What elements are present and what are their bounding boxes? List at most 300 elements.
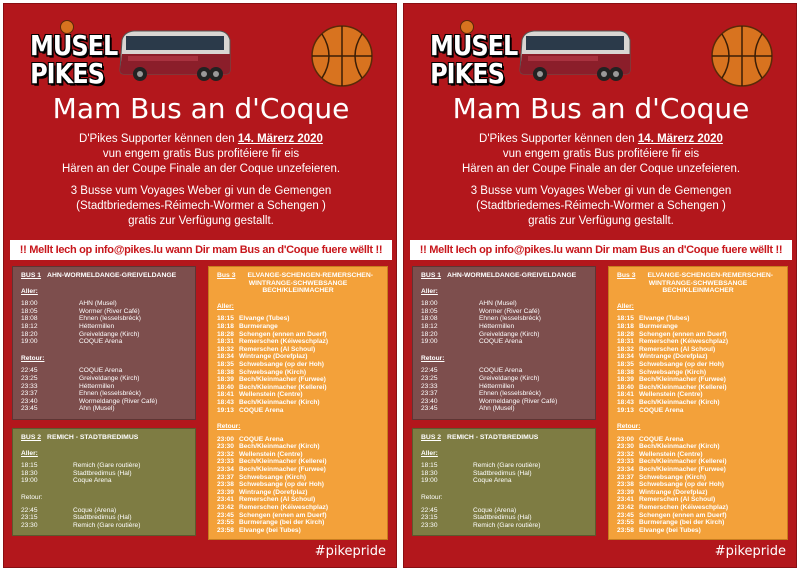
bus2-route: REMICH - STADTBREDIMUS: [447, 434, 539, 441]
intro-text: [4, 132, 397, 177]
departure-time: 23:45: [617, 511, 634, 519]
schedule-row: [617, 331, 779, 339]
schedule-row: [617, 315, 779, 323]
departure-time: 18:39: [217, 376, 234, 384]
bus3-retour-rows: [617, 436, 779, 535]
stop-name: AHN (Musel): [79, 300, 117, 308]
bus1-retour-label: Retour:: [21, 354, 45, 362]
stop-name: Bech/Kleinmacher (Furwee): [239, 466, 326, 474]
departure-time: 18:31: [217, 338, 234, 346]
stop-name: Bech/Kleinmacher (Kellerei): [639, 383, 727, 391]
departure-time: 18:43: [617, 398, 634, 406]
stop-name: Bech/Kleinmacher (Kirch): [239, 398, 320, 406]
intro-line3: Hären an der Coupe Finale an der Coque unzefeieren.: [61, 163, 341, 175]
stop-name: Héttermillen: [479, 382, 515, 390]
hashtag: #pikepride: [714, 544, 786, 559]
logo-line2: PIKES: [430, 57, 504, 91]
schedule-row: [421, 315, 587, 323]
bus1-aller-rows: [21, 300, 187, 346]
bus2-heading: [421, 434, 587, 442]
stop-name: Remich (Gare routière): [473, 462, 541, 470]
schedule-row: [21, 315, 187, 323]
departure-time: 23:40: [21, 397, 38, 405]
schedule-row: [217, 376, 379, 384]
departure-time: 19:00: [421, 338, 438, 346]
schedule-row: [21, 514, 187, 522]
departure-time: 23:33: [21, 382, 38, 390]
logo-line1: MUSEL: [430, 29, 518, 63]
departure-time: 18:15: [421, 462, 438, 470]
stop-name: Coque (Arena): [73, 506, 117, 514]
schedule-row: [217, 458, 379, 466]
bus1-route: AHN-WORMELDANGE-GREIVELDANGE: [447, 272, 577, 279]
schedule-row: [421, 331, 587, 339]
departure-time: 19:00: [21, 338, 38, 346]
departure-time: 23:42: [217, 504, 234, 512]
stop-name: Remich (Gare routière): [73, 462, 141, 470]
departure-time: 23:40: [421, 397, 438, 405]
schedule-row: [21, 462, 187, 470]
stop-name: Wellenstein (Centre): [239, 391, 303, 399]
departure-time: 23:34: [217, 466, 234, 474]
stop-name: Remerschen (Al Schoul): [239, 345, 316, 353]
schedule-row: [421, 390, 587, 398]
schedule-row: [21, 331, 187, 339]
schedule-row: [617, 527, 779, 535]
stop-name: Schwebsange (Kirch): [639, 368, 707, 376]
intro-line1: D'Pikes Supporter kënnen den: [79, 133, 235, 145]
departure-time: 19:13: [217, 406, 234, 414]
stop-name: COQUE Arena: [79, 367, 123, 375]
bus1-route: AHN-WORMELDANGE-GREIVELDANGE: [47, 272, 177, 279]
schedule-row: [421, 308, 587, 316]
stop-name: Burmerange: [239, 322, 278, 330]
departure-time: 23:38: [617, 481, 634, 489]
departure-time: 23:38: [217, 481, 234, 489]
departure-time: 18:05: [21, 307, 38, 315]
schedule-row: [217, 346, 379, 354]
intro-line2: vun engem gratis Bus profitéiere fir eis: [102, 148, 300, 160]
stop-name: Schwebsange (Kirch): [639, 473, 707, 481]
bus2-aller-label: Aller:: [421, 449, 438, 457]
schedule-row: [21, 383, 187, 391]
departure-time: 23:58: [217, 526, 234, 534]
departure-time: 18:00: [21, 300, 38, 308]
busses-line1: 3 Busse vum Voyages Weber gi vun de Gemengen: [70, 185, 332, 197]
schedule-row: [617, 346, 779, 354]
departure-time: 18:41: [617, 391, 634, 399]
departure-time: 18:15: [21, 462, 38, 470]
busses-line3: gratis zur Verfügung gestallt.: [128, 215, 274, 227]
stop-name: COQUE Arena: [479, 367, 523, 375]
stop-name: COQUE Arena: [479, 338, 523, 346]
schedule-row: [21, 375, 187, 383]
stop-name: Schwebsange (op der Hoh): [239, 481, 324, 489]
stop-name: Elvange (Tubes): [239, 315, 290, 323]
bus-image: [116, 26, 234, 84]
departure-time: 23:32: [617, 450, 634, 458]
departure-time: 18:12: [21, 322, 38, 330]
departure-time: 18:40: [217, 383, 234, 391]
stop-name: Bech/Kleinmacher (Kirch): [639, 398, 720, 406]
schedule-row: [217, 436, 379, 444]
stop-name: Remerschen (Kéiweschplaz): [239, 338, 329, 346]
stop-name: Ahn (Musel): [479, 405, 515, 413]
bus2-number: BUS 2: [421, 434, 442, 441]
schedule-row: [617, 481, 779, 489]
bus1-heading: [421, 272, 587, 280]
schedule-row: [217, 496, 379, 504]
bus1-number: BUS 1: [21, 272, 42, 279]
stop-name: Remich (Gare routière): [73, 521, 141, 529]
departure-time: 23:15: [21, 514, 38, 522]
schedule-row: [217, 489, 379, 497]
stop-name: Coque Arena: [473, 477, 512, 485]
departure-time: 23:37: [421, 390, 438, 398]
stop-name: Wormer (River Café): [79, 307, 140, 315]
schedule-row: [617, 466, 779, 474]
logo-line1: MUSEL: [30, 29, 118, 63]
stop-name: Remerschen (Kéiweschplaz): [639, 504, 729, 512]
departure-time: 18:35: [217, 360, 234, 368]
bus1-heading: [21, 272, 187, 280]
departure-time: 22:45: [421, 367, 438, 375]
schedule-row: [421, 300, 587, 308]
schedule-row: [617, 407, 779, 415]
bus1-aller-label: Aller:: [421, 287, 438, 295]
schedule-row: [421, 398, 587, 406]
schedule-row: [217, 527, 379, 535]
stop-name: Elvange (Tubes): [639, 315, 690, 323]
departure-time: 23:37: [617, 473, 634, 481]
schedule-row: [617, 496, 779, 504]
departure-time: 18:30: [21, 469, 38, 477]
stop-name: Remerschen (Kéiweschplaz): [239, 504, 329, 512]
schedule-row: [617, 323, 779, 331]
departure-time: 18:38: [617, 368, 634, 376]
departure-time: 19:00: [421, 477, 438, 485]
departure-time: 23:45: [217, 511, 234, 519]
bus-image: [516, 26, 634, 84]
bus3-route: ELVANGE-SCHENGEN-REMERSCHEN-WINTRANGE-SCHWEBSANGE BECH/KLEINMACHER: [247, 272, 373, 295]
stop-name: Remich (Gare routière): [473, 521, 541, 529]
stop-name: Greiveldange (Kirch): [479, 330, 540, 338]
intro-line3: Hären an der Coupe Finale an der Coque unzefeieren.: [461, 163, 741, 175]
schedule-row: [421, 514, 587, 522]
schedule-row: [421, 462, 587, 470]
busses-line3: gratis zur Verfügung gestallt.: [528, 215, 674, 227]
bus2-schedule: [412, 428, 596, 536]
schedule-row: [617, 504, 779, 512]
departure-time: 18:39: [617, 376, 634, 384]
schedule-row: [217, 361, 379, 369]
departure-time: 18:40: [617, 383, 634, 391]
stop-name: Remerschen (Al Schoul): [639, 496, 716, 504]
departure-time: 23:25: [21, 374, 38, 382]
departure-time: 22:45: [21, 506, 38, 514]
departure-time: 18:18: [217, 322, 234, 330]
departure-time: 23:30: [217, 443, 234, 451]
bus3-aller-rows: [217, 315, 379, 414]
schedule-row: [21, 470, 187, 478]
stop-name: Bech/Kleinmacher (Furwee): [639, 466, 726, 474]
stop-name: Schwebsange (Kirch): [239, 368, 307, 376]
departure-time: 23:41: [617, 496, 634, 504]
bus2-number: BUS 2: [21, 434, 42, 441]
stop-name: Remerschen (Al Schoul): [239, 496, 316, 504]
stop-name: Schengen (ennen am Duerf): [639, 330, 727, 338]
departure-time: 23:39: [617, 488, 634, 496]
departure-time: 18:32: [217, 345, 234, 353]
stop-name: Wellenstein (Centre): [639, 450, 703, 458]
stop-name: Bech/Kleinmacher (Furwee): [639, 376, 726, 384]
departure-time: 18:38: [217, 368, 234, 376]
schedule-row: [217, 443, 379, 451]
schedule-row: [21, 405, 187, 413]
stop-name: Bech/Kleinmacher (Kirch): [239, 443, 320, 451]
bus1-retour-rows: [21, 367, 187, 413]
departure-time: 23:39: [217, 488, 234, 496]
departure-time: 23:33: [217, 458, 234, 466]
bus2-retour-label: Retour:: [21, 493, 43, 501]
schedule-row: [617, 451, 779, 459]
schedule-row: [217, 512, 379, 520]
busses-text: [4, 184, 397, 229]
departure-time: 18:28: [617, 330, 634, 338]
departure-time: 18:15: [217, 315, 234, 323]
stop-name: Schwebsange (Kirch): [239, 473, 307, 481]
stop-name: COQUE Arena: [639, 406, 684, 414]
schedule-row: [421, 367, 587, 375]
bus2-retour-rows: [21, 507, 187, 530]
stop-name: Schengen (ennen am Duerf): [239, 330, 327, 338]
schedule-row: [617, 489, 779, 497]
intro-line2: vun engem gratis Bus profitéiere fir eis: [502, 148, 700, 160]
departure-time: 18:15: [617, 315, 634, 323]
busses-text: [404, 184, 797, 229]
stop-name: Schengen (ennen am Duerf): [639, 511, 727, 519]
schedule-row: [617, 443, 779, 451]
stop-name: Wintrange (Dorefplaz): [639, 488, 708, 496]
schedule-row: [617, 391, 779, 399]
departure-time: 23:30: [21, 521, 38, 529]
schedule-row: [21, 323, 187, 331]
schedule-row: [421, 405, 587, 413]
stop-name: Bech/Kleinmacher (Kellerei): [239, 383, 327, 391]
departure-time: 23:33: [421, 382, 438, 390]
departure-time: 18:35: [617, 360, 634, 368]
stop-name: Stadtbredimus (Hal): [73, 514, 132, 522]
bus3-aller-rows: [617, 315, 779, 414]
stop-name: Wellenstein (Centre): [239, 450, 303, 458]
departure-time: 18:12: [421, 322, 438, 330]
bus2-aller-rows: [421, 462, 587, 485]
schedule-row: [421, 507, 587, 515]
schedule-row: [217, 331, 379, 339]
bus2-aller-label: Aller:: [21, 449, 38, 457]
stop-name: Elvange (bei Tubes): [639, 526, 701, 534]
basketball-icon: [310, 24, 374, 88]
stop-name: Stadtbredimus (Hal): [473, 514, 532, 522]
schedule-row: [217, 315, 379, 323]
stop-name: Ehnen (Iesselsbréck): [79, 390, 141, 398]
schedule-row: [617, 369, 779, 377]
bus3-heading: [217, 272, 379, 295]
stop-name: Ahn (Musel): [79, 405, 115, 413]
schedule-row: [217, 474, 379, 482]
departure-time: 23:37: [21, 390, 38, 398]
bus3-schedule: [608, 266, 788, 540]
stop-name: Bech/Kleinmacher (Kirch): [639, 443, 720, 451]
musel-pikes-logo: [430, 20, 518, 91]
bus3-heading: [617, 272, 779, 295]
schedule-row: [217, 399, 379, 407]
intro-text: [404, 132, 797, 177]
departure-time: 23:41: [217, 496, 234, 504]
bus1-schedule: [12, 266, 196, 420]
schedule-row: [421, 375, 587, 383]
departure-time: 18:20: [421, 330, 438, 338]
departure-time: 18:18: [617, 322, 634, 330]
stop-name: Wintrange (Dorefplaz): [239, 488, 308, 496]
stop-name: Schwebsange (op der Hoh): [639, 481, 724, 489]
stop-name: Elvange (bei Tubes): [239, 526, 301, 534]
departure-time: 23:30: [421, 521, 438, 529]
stop-name: Greiveldange (Kirch): [79, 330, 140, 338]
departure-time: 23:45: [421, 405, 438, 413]
stop-name: Schwebsange (op der Hoh): [239, 360, 324, 368]
departure-time: 23:33: [617, 458, 634, 466]
bus1-aller-rows: [421, 300, 587, 346]
departure-time: 23:42: [617, 504, 634, 512]
poster-left: [3, 3, 397, 568]
stop-name: Bech/Kleinmacher (Kellerei): [639, 458, 727, 466]
schedule-row: [217, 451, 379, 459]
stop-name: Schengen (ennen am Duerf): [239, 511, 327, 519]
departure-time: 23:25: [421, 374, 438, 382]
stop-name: Wintrange (Dorefplaz): [239, 353, 308, 361]
bus3-retour-label: Retour:: [617, 423, 641, 431]
departure-time: 22:45: [21, 367, 38, 375]
stop-name: Héttermillen: [79, 382, 115, 390]
departure-time: 23:34: [617, 466, 634, 474]
schedule-row: [617, 353, 779, 361]
schedule-row: [421, 470, 587, 478]
schedule-row: [21, 522, 187, 530]
schedule-row: [421, 522, 587, 530]
departure-time: 23:15: [421, 514, 438, 522]
schedule-row: [217, 369, 379, 377]
poster-right: [403, 3, 797, 568]
stop-name: Remerschen (Al Schoul): [639, 345, 716, 353]
departure-time: 23:55: [217, 519, 234, 527]
schedule-row: [21, 367, 187, 375]
bus1-number: BUS 1: [421, 272, 442, 279]
schedule-row: [217, 391, 379, 399]
bus3-aller-label: Aller:: [217, 302, 234, 310]
bus2-retour-rows: [421, 507, 587, 530]
departure-time: 23:00: [217, 435, 234, 443]
schedule-row: [217, 384, 379, 392]
departure-time: 18:43: [217, 398, 234, 406]
schedule-row: [21, 300, 187, 308]
departure-time: 18:08: [421, 315, 438, 323]
stop-name: Schwebsange (op der Hoh): [639, 360, 724, 368]
stop-name: Coque Arena: [73, 477, 112, 485]
departure-time: 18:20: [21, 330, 38, 338]
bus3-route: ELVANGE-SCHENGEN-REMERSCHEN-WINTRANGE-SCHWEBSANGE BECH/KLEINMACHER: [647, 272, 773, 295]
intro-line1: D'Pikes Supporter kënnen den: [479, 133, 635, 145]
departure-time: 23:55: [617, 519, 634, 527]
schedule-row: [21, 308, 187, 316]
stop-name: Stadtbredimus (Hal): [473, 469, 532, 477]
schedule-row: [21, 507, 187, 515]
poster-title: Mam Bus an d'Coque: [452, 92, 750, 125]
stop-name: Ehnen (Iesselsbréck): [479, 390, 541, 398]
schedule-row: [617, 519, 779, 527]
stop-name: Burmerange (bei der Kirch): [639, 519, 725, 527]
schedule-row: [617, 338, 779, 346]
departure-time: 18:28: [217, 330, 234, 338]
logo-line2: PIKES: [30, 57, 104, 91]
bus1-retour-rows: [421, 367, 587, 413]
departure-time: 18:08: [21, 315, 38, 323]
departure-time: 18:00: [421, 300, 438, 308]
stop-name: AHN (Musel): [479, 300, 517, 308]
departure-time: 19:00: [21, 477, 38, 485]
stop-name: Burmerange: [639, 322, 678, 330]
departure-time: 18:05: [421, 307, 438, 315]
bus3-number: Bus 3: [617, 272, 636, 279]
schedule-row: [217, 323, 379, 331]
departure-time: 23:58: [617, 526, 634, 534]
departure-time: 18:31: [617, 338, 634, 346]
bus3-number: Bus 3: [217, 272, 236, 279]
stop-name: COQUE Arena: [239, 406, 284, 414]
bus2-aller-rows: [21, 462, 187, 485]
schedule-row: [217, 353, 379, 361]
basketball-icon: [710, 24, 774, 88]
stop-name: Ehnen (Iesselsbréck): [479, 315, 541, 323]
bus2-schedule: [12, 428, 196, 536]
schedule-row: [617, 512, 779, 520]
schedule-row: [217, 407, 379, 415]
stop-name: Wormer (River Café): [479, 307, 540, 315]
bus2-route: REMICH - STADTBREDIMUS: [47, 434, 139, 441]
departure-time: 23:37: [217, 473, 234, 481]
departure-time: 23:45: [21, 405, 38, 413]
schedule-row: [617, 376, 779, 384]
schedule-row: [617, 361, 779, 369]
schedule-row: [421, 477, 587, 485]
busses-line1: 3 Busse vum Voyages Weber gi vun de Gemengen: [470, 185, 732, 197]
departure-time: 18:41: [217, 391, 234, 399]
stop-name: COQUE Arena: [79, 338, 123, 346]
stop-name: COQUE Arena: [239, 435, 284, 443]
stop-name: Bech/Kleinmacher (Kellerei): [239, 458, 327, 466]
stop-name: COQUE Arena: [639, 435, 684, 443]
schedule-row: [421, 323, 587, 331]
stop-name: Greiveldange (Kirch): [479, 374, 540, 382]
departure-time: 23:32: [217, 450, 234, 458]
stop-name: Stadtbredimus (Hal): [73, 469, 132, 477]
departure-time: 19:13: [617, 406, 634, 414]
bus3-retour-label: Retour:: [217, 423, 241, 431]
event-date: 14. Märerz 2020: [637, 133, 723, 145]
stop-name: Remerschen (Kéiweschplaz): [639, 338, 729, 346]
hashtag: #pikepride: [314, 544, 386, 559]
bus1-schedule: [412, 266, 596, 420]
